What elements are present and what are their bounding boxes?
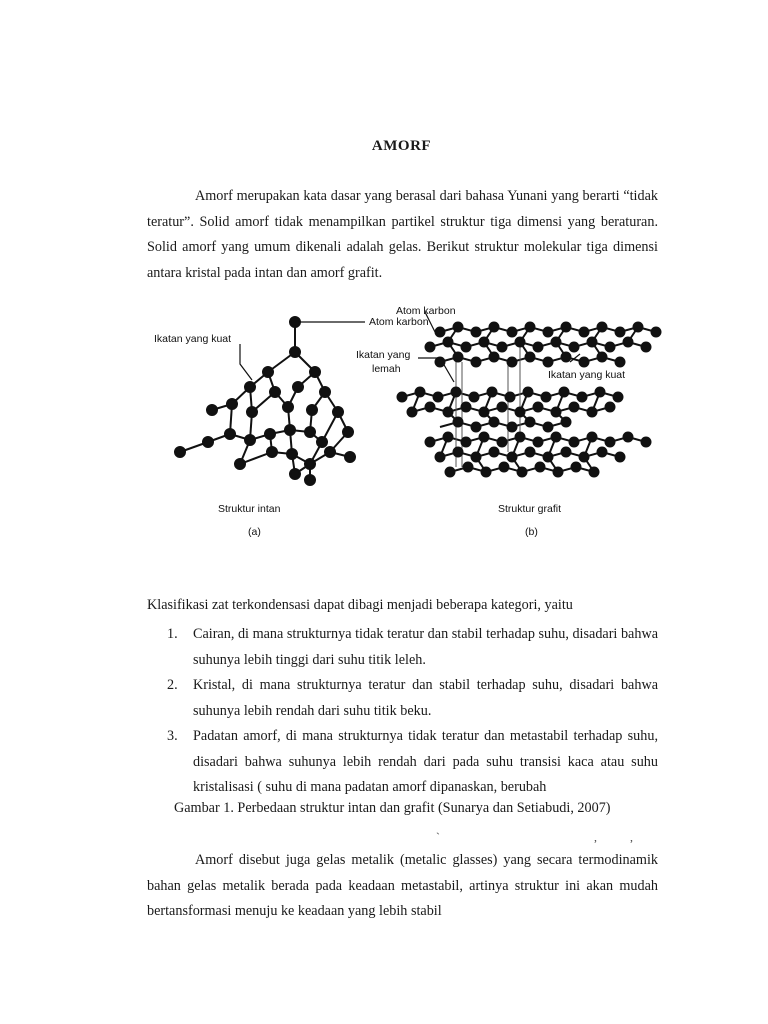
list-item-text: Kristal, di mana strukturnya teratur dan stabil terhadap suhu, disadari bahwa suhunya lebih rendah dari suhu titik beku.	[193, 677, 658, 719]
graphite-tag: (b)	[525, 526, 538, 538]
graphite-weak-label-1: Ikatan yang	[356, 349, 411, 361]
stray-mark: ,	[594, 830, 597, 844]
list-item-text: Padatan amorf, di mana strukturnya tidak teratur dan metastabil terhadap suhu, disadari bahwa suhunya lebih rendah dari pada suhu transisi kaca atau suhu kristalisasi ( suhu di mana padatan amorf dipanaskan, berubah	[193, 728, 658, 795]
stray-mark: ,	[630, 830, 633, 844]
paragraph-2: Amorf disebut juga gelas metalik (metalic glasses) yang secara termodinamik bahan gelas metalik berada pada keadaan metastabil, artinya struktur ini akan mudah bertansformasi menuju ke keadaan yang lebih stabil	[147, 852, 658, 919]
structure-illustration	[140, 292, 668, 552]
intro-paragraph: Amorf merupakan kata dasar yang berasal dari bahasa Yunani yang berarti “tidak teratur”. Solid amorf tidak menampilkan partikel struktur tiga dimensi yang beraturan. Solid amorf yang umum dikenali adalah gelas. Berikut struktur molekular tiga dimensi antara kristal pada intan dan amorf grafit.	[147, 188, 658, 281]
list-item-number: 1.	[167, 626, 178, 642]
document-title: AMORF	[371, 138, 432, 154]
list-item-text: Cairan, di mana strukturnya tidak teratur dan stabil terhadap suhu, disadari bahwa suhunya lebih tinggi dari suhu titik leleh.	[193, 626, 658, 668]
graphite-atom-label: Atom karbon	[396, 305, 456, 317]
diamond-atom-label: Atom karbon	[369, 316, 429, 328]
diamond-bond-label: Ikatan yang kuat	[154, 333, 232, 345]
list-item-number: 3.	[167, 728, 178, 744]
graphite-structure	[398, 312, 661, 477]
structure-figure	[140, 292, 668, 557]
classification-intro: Klasifikasi zat terkondensasi dapat dibagi menjadi beberapa kategori, yaitu	[147, 597, 573, 613]
list-item	[167, 673, 658, 724]
figure-caption: Gambar 1. Perbedaan struktur intan dan grafit (Sunarya dan Setiabudi, 2007)	[174, 800, 611, 816]
list-item-number: 2.	[167, 677, 178, 693]
graphite-weak-label-2: lemah	[372, 363, 401, 375]
classification-list	[167, 622, 658, 801]
list-item	[167, 622, 658, 673]
graphite-structure-name: Struktur grafit	[498, 503, 562, 515]
list-item	[167, 724, 658, 801]
diamond-tag: (a)	[248, 526, 261, 538]
stray-mark: `	[436, 830, 440, 844]
diamond-structure-name: Struktur intan	[218, 503, 281, 515]
graphite-strong-label: Ikatan yang kuat	[548, 369, 626, 381]
